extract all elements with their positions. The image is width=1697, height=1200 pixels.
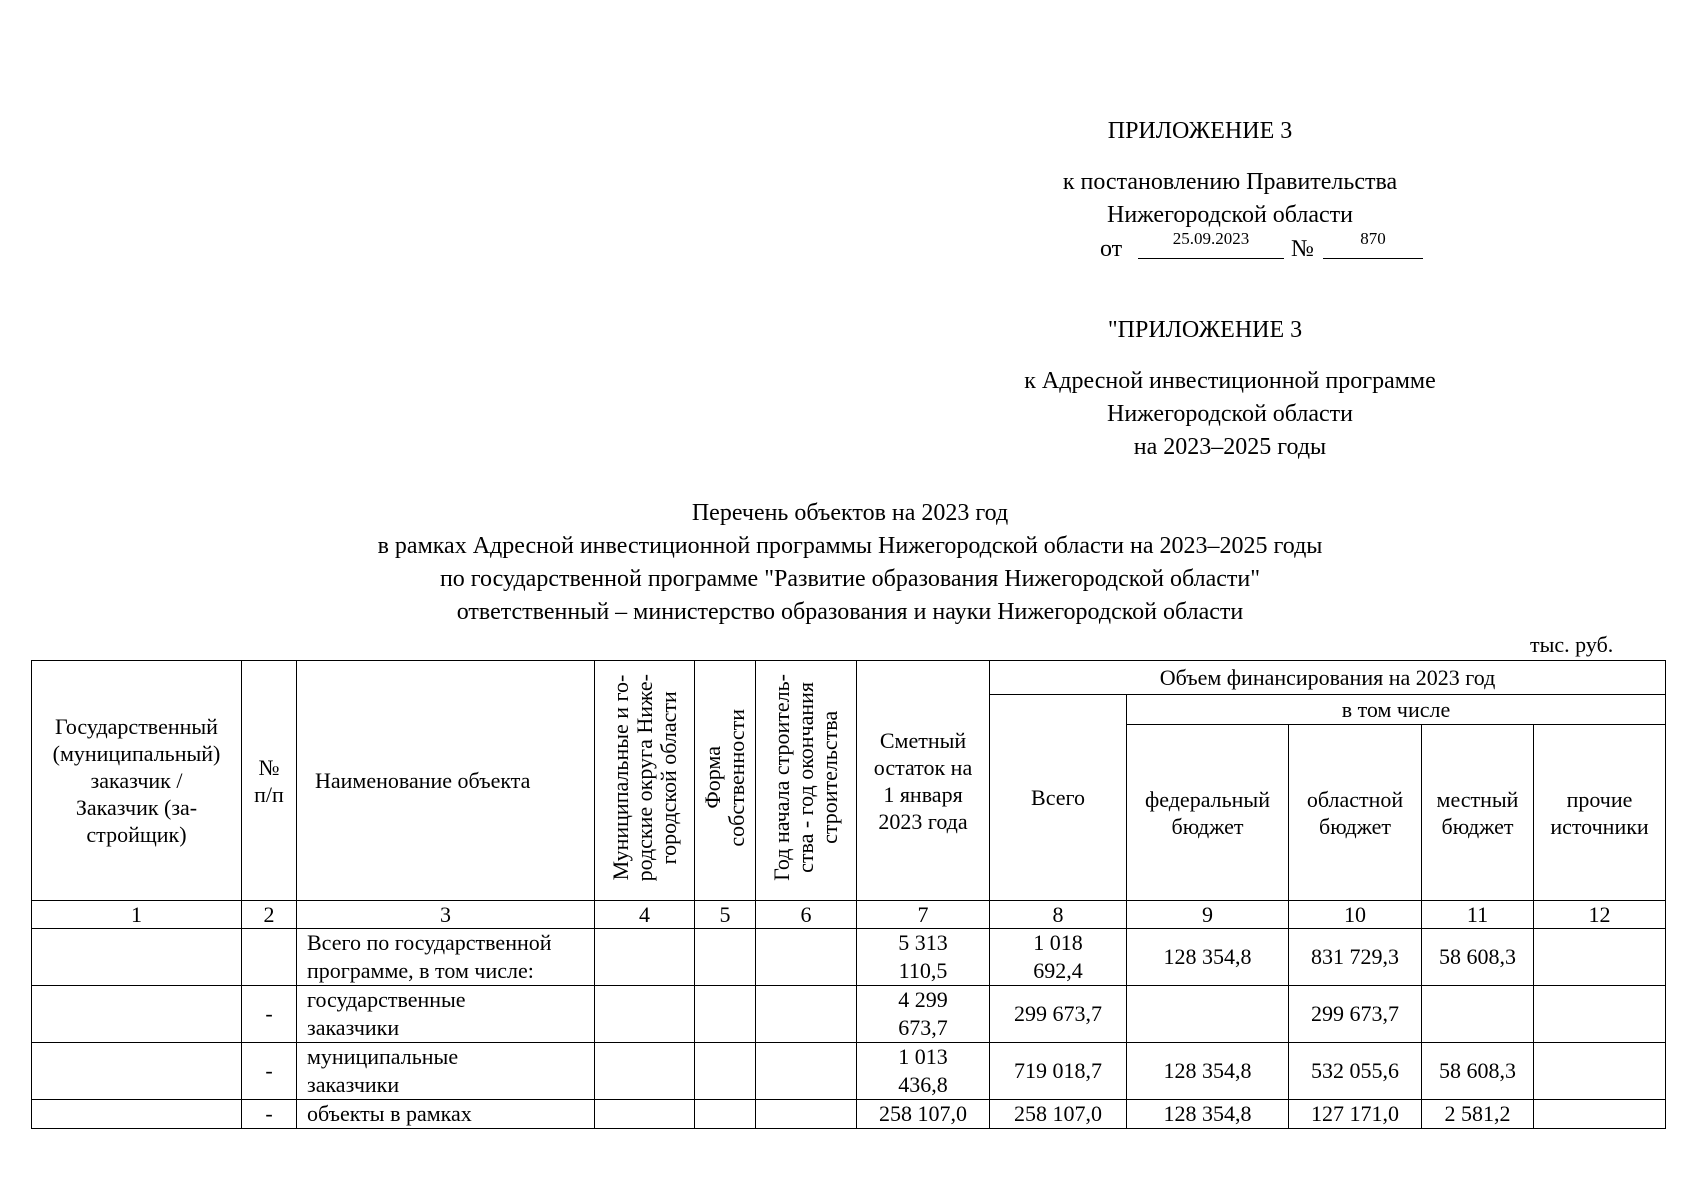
row-customer (32, 1100, 242, 1129)
row-federal: 128 354,8 (1127, 929, 1289, 986)
column-number: 1 (32, 901, 242, 929)
row-name: муниципальные заказчики (297, 1043, 595, 1100)
column-number: 11 (1422, 901, 1534, 929)
row-regional: 532 055,6 (1289, 1043, 1422, 1100)
row-federal: 128 354,8 (1127, 1043, 1289, 1100)
column-number: 9 (1127, 901, 1289, 929)
date-number-line (1055, 218, 1435, 262)
header-object-name: Наименование объекта (297, 661, 595, 901)
row-estimate: 258 107,0 (857, 1100, 990, 1129)
header-customer: Государственный (муниципальный) заказчик / Заказчик (за- стройщик) (32, 661, 242, 901)
row-estimate: 5 313 110,5 (857, 929, 990, 986)
table-row (32, 1043, 1666, 1100)
row-customer (32, 1043, 242, 1100)
row-customer (32, 986, 242, 1043)
resolution-line-2: Нижегородской области (1106, 202, 1354, 228)
unit-label: тыс. руб. (1530, 632, 1614, 657)
row-regional: 831 729,3 (1289, 929, 1422, 986)
header-funding: Объем финансирования на 2023 год (990, 661, 1666, 695)
header-ownership: Форма собственности (695, 661, 756, 901)
row-estimate: 4 299 673,7 (857, 986, 990, 1043)
row-other (1534, 1043, 1666, 1100)
row-name: объекты в рамках (297, 1100, 595, 1129)
column-numbers-row (32, 901, 1666, 929)
title-line-4: ответственный – министерство образования и науки Нижегородской области (456, 599, 1244, 625)
row-regional: 127 171,0 (1289, 1100, 1422, 1129)
appendix-title-text: ПРИЛОЖЕНИЕ 3 (1107, 118, 1293, 144)
row-other (1534, 1100, 1666, 1129)
appendix-title (1080, 115, 1320, 148)
header-construction-years: Год начала строитель- ства - год окончания строительства (756, 661, 857, 901)
quoted-appendix-title-text: "ПРИЛОЖЕНИЕ 3 (1107, 317, 1303, 343)
row-customer (32, 929, 242, 986)
row-local: 58 608,3 (1422, 929, 1534, 986)
row-num: - (242, 1043, 297, 1100)
column-number: 7 (857, 901, 990, 929)
column-number: 5 (695, 901, 756, 929)
from-label: от (1100, 236, 1123, 262)
column-number: 6 (756, 901, 857, 929)
table-row (32, 986, 1666, 1043)
header-local: местный бюджет (1422, 725, 1534, 901)
header-row-1 (32, 661, 1666, 695)
program-line-1: к Адресной инвестиционной программе (1024, 368, 1436, 394)
row-local (1422, 986, 1534, 1043)
column-number: 12 (1534, 901, 1666, 929)
row-name: государственные заказчики (297, 986, 595, 1043)
column-number: 10 (1289, 901, 1422, 929)
row-local: 2 581,2 (1422, 1100, 1534, 1129)
header-federal: федеральный бюджет (1127, 725, 1289, 901)
row-num (242, 929, 297, 986)
row-regional: 299 673,7 (1289, 986, 1422, 1043)
row-name: Всего по государственной программе, в том числе: (297, 929, 595, 986)
header-districts: Муниципальные и го- родские округа Ниже- городской области (595, 661, 695, 901)
row-federal: 128 354,8 (1127, 1100, 1289, 1129)
document-title (200, 497, 1500, 629)
row-estimate: 1 013 436,8 (857, 1043, 990, 1100)
row-total: 258 107,0 (990, 1100, 1127, 1129)
column-number: 2 (242, 901, 297, 929)
header-total: Всего (990, 695, 1127, 901)
resolution-number: 870 (1323, 218, 1423, 259)
row-num: - (242, 1100, 297, 1129)
table-row (32, 929, 1666, 986)
header-other: прочие источники (1534, 725, 1666, 901)
header-including: в том числе (1127, 695, 1666, 725)
title-line-3: по государственной программе "Развитие образования Нижегородской области" (439, 566, 1261, 592)
resolution-date: 25.09.2023 (1138, 218, 1284, 259)
row-num: - (242, 986, 297, 1043)
row-local: 58 608,3 (1422, 1043, 1534, 1100)
column-number: 3 (297, 901, 595, 929)
row-federal (1127, 986, 1289, 1043)
quoted-appendix-title (1080, 314, 1330, 347)
header-regional: областной бюджет (1289, 725, 1422, 901)
table-row (32, 1100, 1666, 1129)
header-number: № п/п (242, 661, 297, 901)
column-number: 8 (990, 901, 1127, 929)
program-line-3: на 2023–2025 годы (1133, 434, 1327, 460)
row-total: 299 673,7 (990, 986, 1127, 1043)
row-other (1534, 986, 1666, 1043)
title-line-2: в рамках Адресной инвестиционной программы Нижегородской области на 2023–2025 годы (377, 533, 1323, 559)
row-total: 1 018 692,4 (990, 929, 1127, 986)
objects-table (31, 660, 1666, 1129)
title-line-1: Перечень объектов на 2023 год (691, 500, 1009, 526)
program-reference (990, 365, 1470, 464)
column-number: 4 (595, 901, 695, 929)
resolution-line-1: к постановлению Правительства (1062, 169, 1398, 195)
program-line-2: Нижегородской области (1106, 401, 1354, 427)
row-other (1534, 929, 1666, 986)
number-label: № (1291, 236, 1314, 262)
header-estimate-balance: Сметный остаток на 1 января 2023 года (857, 661, 990, 901)
row-total: 719 018,7 (990, 1043, 1127, 1100)
